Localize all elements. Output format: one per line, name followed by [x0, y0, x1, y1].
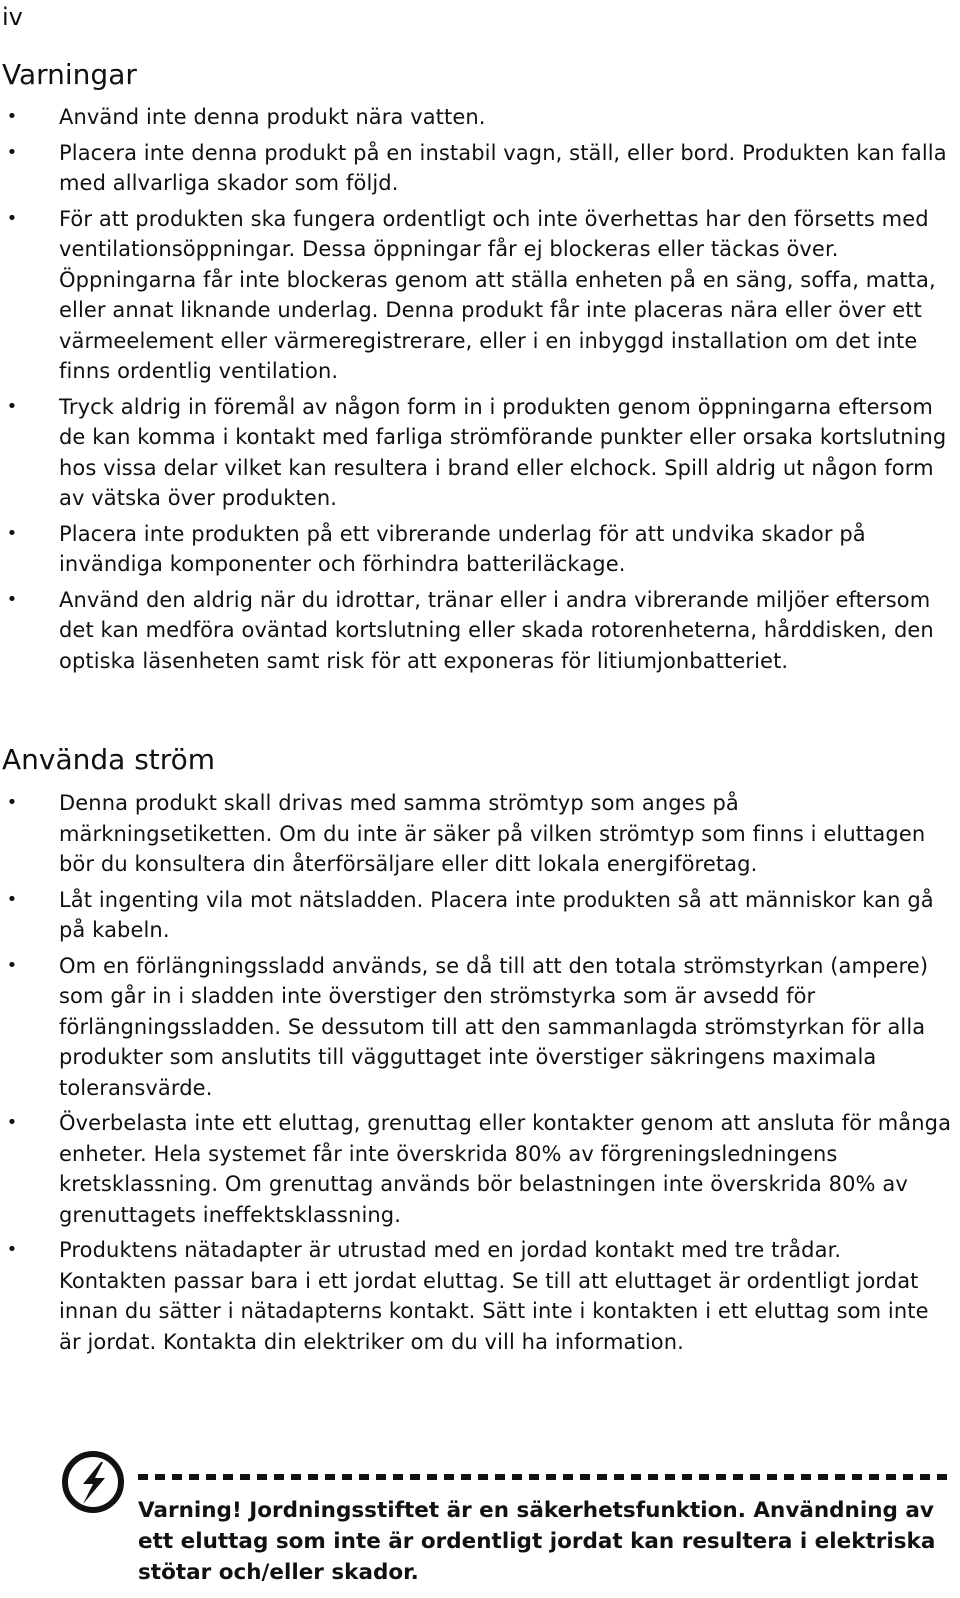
- page-number: iv: [2, 3, 23, 31]
- list-item-text: För att produkten ska fungera ordentligt och inte överhettas har den försetts med ventilationsöppningar. Dessa öppningar får ej blockeras eller täckas över. Öppningarna får inte blockeras genom att ställa enheten på en säng, soffa, matta, eller annat liknande underlag. Denna produkt får inte placeras nära eller över ett värmeelement eller värmeregistrerare, eller i en inbyggd installation om det inte finns ordentlig ventilation.: [59, 206, 936, 383]
- list-item: [0, 204, 960, 387]
- bullet-icon: •: [6, 141, 18, 163]
- varningar-list: [0, 102, 960, 681]
- list-item: [0, 392, 960, 514]
- list-item: [0, 885, 960, 946]
- bullet-icon: •: [6, 1112, 18, 1133]
- bullet-icon: •: [6, 1239, 18, 1260]
- section-title-anvanda-strom: Använda ström: [2, 743, 216, 776]
- anvanda-strom-list: [0, 788, 960, 1362]
- section-title-varningar: Varningar: [2, 58, 137, 91]
- bullet-icon: •: [6, 792, 18, 813]
- list-item: [0, 1235, 960, 1357]
- bullet-icon: •: [6, 888, 18, 910]
- bullet-icon: •: [6, 522, 18, 544]
- list-item: [0, 788, 960, 880]
- list-item: [0, 102, 960, 133]
- list-item-text: Tryck aldrig in föremål av någon form in i produkten genom öppningarna eftersom de kan komma i kontakt med farliga strömförande punkter eller orsaka kortslutning hos vissa delar vilket kan resultera i brand eller elchock. Spill aldrig ut någon form av vätska över produkten.: [59, 394, 947, 510]
- list-item: [0, 138, 960, 199]
- list-item-text: Använd inte denna produkt nära vatten.: [59, 105, 486, 129]
- list-item: [0, 585, 960, 677]
- list-item: [0, 519, 960, 580]
- bullet-icon: •: [6, 395, 18, 417]
- list-item-text: Denna produkt skall drivas med samma strömtyp som anges på märkningsetiketten. Om du inte är säker på vilken strömtyp som finns i eluttagen bör du konsultera din återförsäljare eller ditt lokala energiföretag.: [59, 791, 926, 876]
- list-item-text: Om en förlängningssladd används, se då till att den totala strömstyrkan (ampere) som går in i sladden inte överstiger den strömstyrka som är avsedd för förlängningssladden. Se dessutom till att den sammanlagda strömstyrkan för alla produkter som anslutits till vägguttaget inte överstiger säkringens maximala toleransvärde.: [59, 953, 929, 1100]
- list-item-text: Placera inte produkten på ett vibrerande underlag för att undvika skador på invändiga komponenter och förhindra batteriläckage.: [59, 521, 866, 576]
- bullet-icon: •: [6, 588, 18, 610]
- list-item-text: Använd den aldrig när du idrottar, tränar eller i andra vibrerande miljöer eftersom det kan medföra oväntad kortslutning eller skada rotorenheterna, hårddisken, den optiska läsenheten samt risk för att exponeras för litiumjonbatteriet.: [59, 587, 934, 673]
- list-item: [0, 951, 960, 1104]
- list-item-text: Låt ingenting vila mot nätsladden. Placera inte produkten så att människor kan gå på kabeln.: [59, 887, 934, 942]
- list-item-text: Överbelasta inte ett eluttag, grenuttag eller kontakter genom att ansluta för många enheter. Hela systemet får inte överskrida 80% av förgreningsledningens kretsklassning. Om grenuttag används bör belastningen inte överskrida 80% av grenuttagets ineffektsklassning.: [59, 1111, 952, 1227]
- bullet-icon: •: [6, 954, 18, 976]
- bullet-icon: •: [6, 207, 18, 229]
- list-item-text: Produktens nätadapter är utrustad med en jordad kontakt med tre trådar. Kontakten passar bara i ett jordat eluttag. Se till att eluttaget är ordentligt jordat innan du sätter i nätadapterns kontakt. Sätt inte i kontakten i ett eluttag som inte är jordat. Kontakta din elektriker om du vill ha information.: [59, 1238, 929, 1354]
- list-item-text: Placera inte denna produkt på en instabil vagn, ställ, eller bord. Produkten kan falla med allvarliga skador som följd.: [59, 140, 947, 195]
- dashed-separator: [138, 1474, 954, 1480]
- lightning-bolt-icon: [61, 1450, 125, 1514]
- list-item: [0, 1108, 960, 1230]
- bullet-icon: •: [6, 106, 18, 127]
- warning-text: Varning! Jordningsstiftet är en säkerhetsfunktion. Användning av ett eluttag som inte är ordentligt jordat kan resultera i elektriska stötar och/eller skador.: [138, 1498, 936, 1585]
